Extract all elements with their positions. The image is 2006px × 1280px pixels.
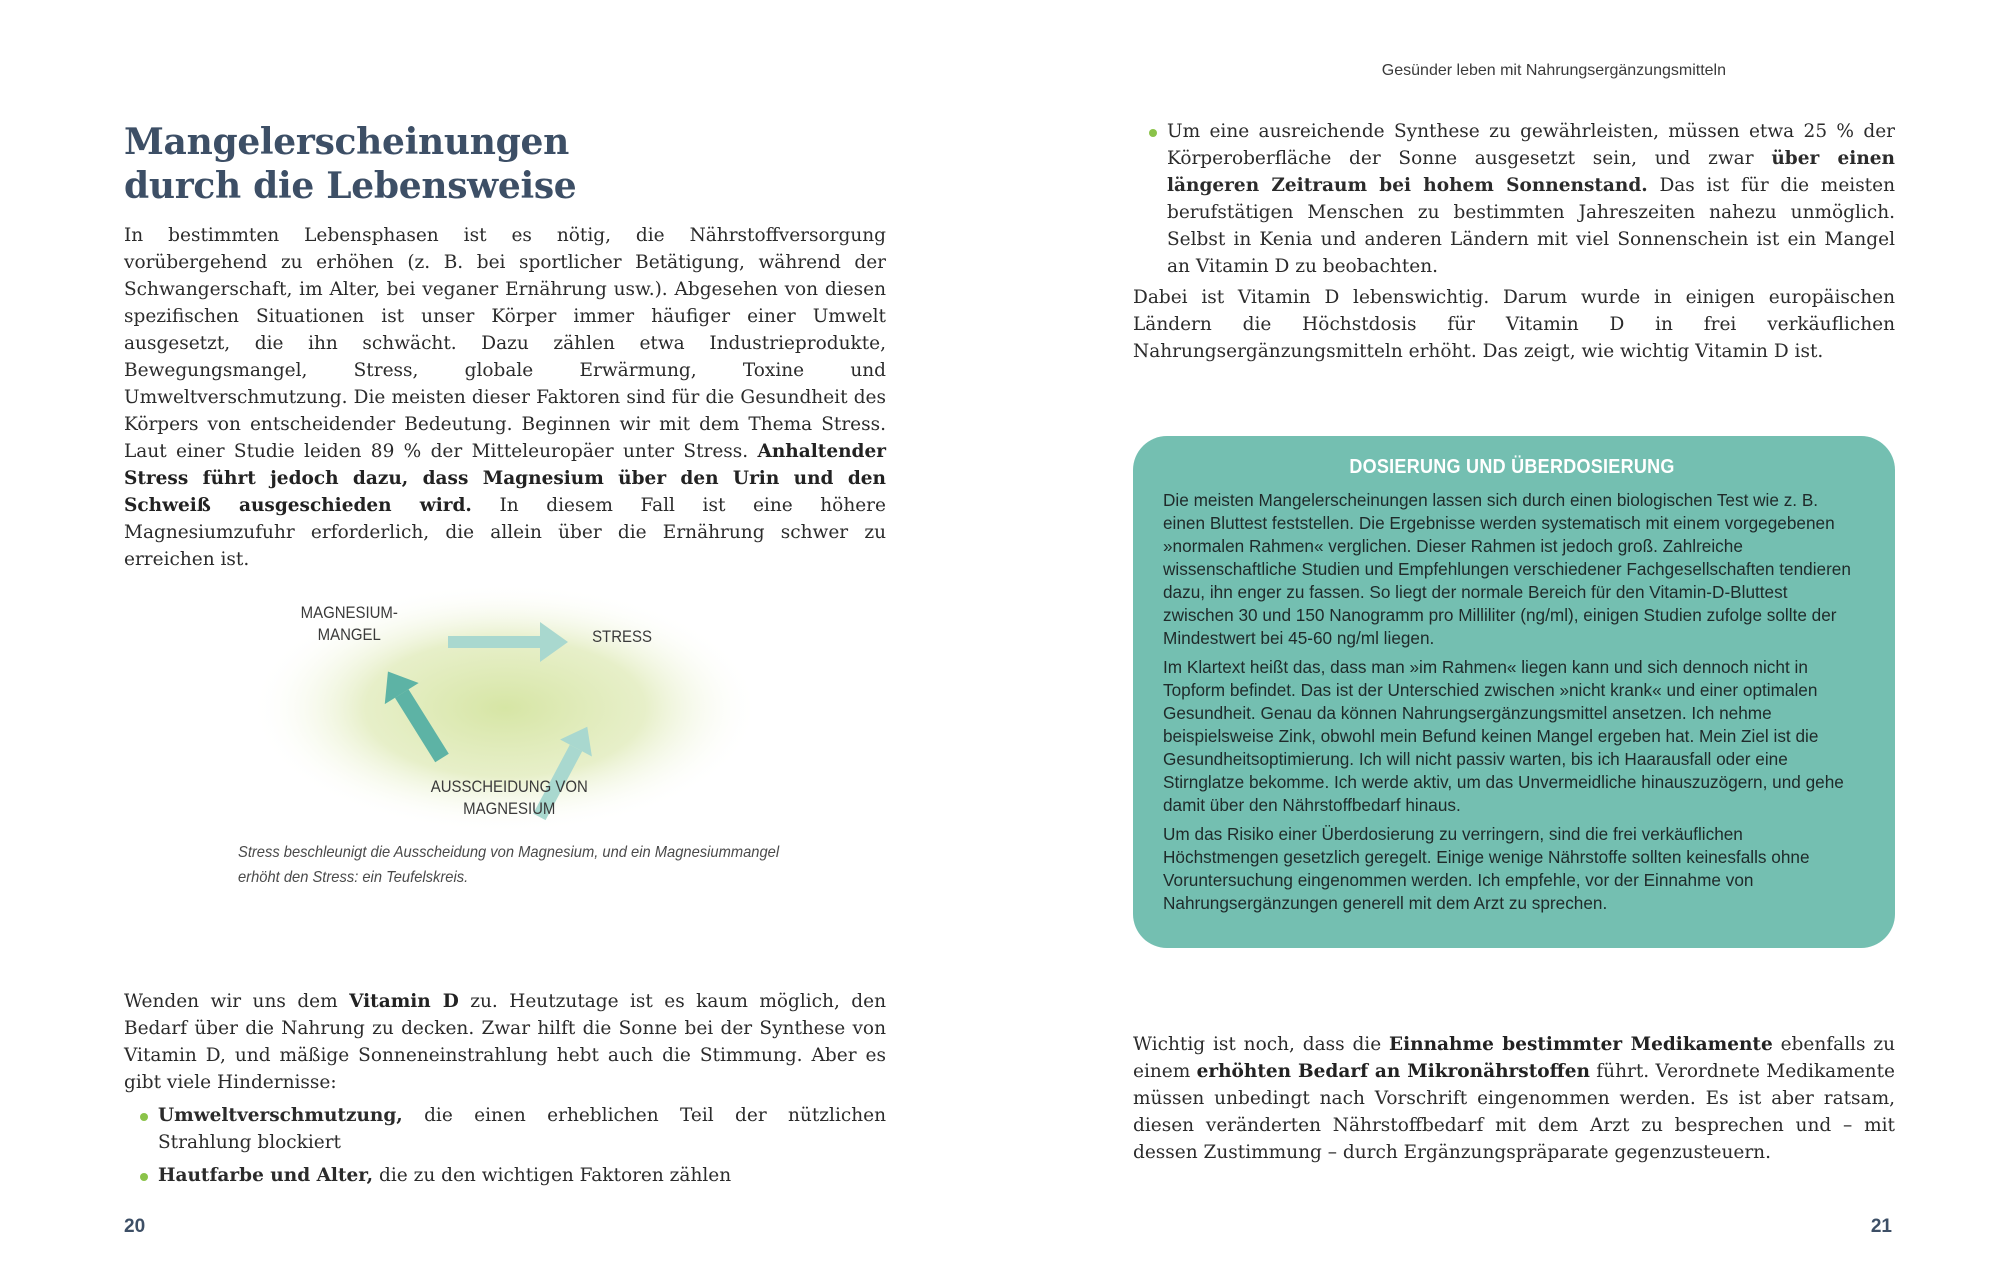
obstacles-list xyxy=(124,1102,886,1189)
vitamin-d-importance-paragraph: Dabei ist Vitamin D lebenswichtig. Darum wurde in einigen europäischen Ländern die Höchstdosis für Vitamin D in frei verkäuflichen Nahrungsergänzungsmitteln erhöht. Das zeigt, wie wichtig Vitamin D ist. xyxy=(1133,287,1895,362)
info-box-paragraph: Um das Risiko einer Überdosierung zu verringern, sind die frei verkäuflichen Höchstmengen gesetzlich geregelt. Einige wenige Nährstoffe sollten keinesfalls ohne Voruntersuchung eingenommen werden. Ich empfehle, vor der Einnahme von Nahrungsergänzungen generell mit dem Arzt zu sprechen. xyxy=(1163,824,1810,913)
medication-paragraph xyxy=(1133,1031,1895,1166)
bullet-text: die zu den wichtigen Faktoren zählen xyxy=(373,1165,732,1186)
diagram-caption: Stress beschleunigt die Ausscheidung von Magnesium, und ein Magnesiummangel erhöht den Stress: ein Teufelskreis. xyxy=(238,844,780,886)
label-stress: STRESS xyxy=(592,627,652,646)
bullet-text-start: Um eine ausreichende Synthese zu gewährleisten, müssen etwa 25 % der Körperoberfläche der Sonne ausgesetzt sein, und zwar xyxy=(1167,121,1895,169)
vitamin-d-intro xyxy=(124,988,886,1096)
intro-text: In bestimmten Lebensphasen ist es nötig, die Nährstoffversorgung vorübergehend zu erhöhen (z. B. bei sportlicher Betätigung, während der Schwangerschaft, im Alter, bei veganer Ernährung usw.). Abgesehen von diesen spezifischen Situationen ist unser Körper immer häufiger einer Umwelt ausgesetzt, die ihn schwächt. Dazu zählen etwa Industrieprodukte, Bewegungsmangel, Stress, globale Erwärmung, Toxine und Umweltverschmutzung. Die meisten dieser Faktoren sind für die Gesundheit des Körpers von entscheidender Bedeutung. Beginnen wir mit dem Thema Stress. Laut einer Studie leiden 89 % der Mitteleuropäer unter Stress. xyxy=(124,225,886,462)
synthesis-list xyxy=(1133,118,1895,280)
final-bold-2: erhöhten Bedarf an Mikronährstoffen xyxy=(1196,1061,1590,1082)
final-mid: ebenfalls zu einem xyxy=(1133,1034,1895,1082)
dosage-info-box xyxy=(1133,436,1895,948)
bullet-bold: Hautfarbe und Alter, xyxy=(158,1165,374,1186)
list-item xyxy=(124,1102,886,1156)
label-magnesium-deficiency xyxy=(301,602,398,646)
page-number-left: 20 xyxy=(124,1216,146,1237)
info-box-paragraph: Im Klartext heißt das, dass man »im Rahmen« liegen kann und sich dennoch nicht in Topform befindet. Das ist der Unterschied zwischen »nicht krank« und einer optimalen Gesundheit. Genau da können Nahrungsergänzungsmittel ansetzen. Ich nehme beispielsweise Zink, obwohl mein Befund keinen Mangel ergeben hat. Mein Ziel ist die Gesundheitsoptimierung. Ich will nicht passiv warten, bis ich Haarausfall oder eine Stirnglatze bekomme. Ich werde aktiv, um das Unvermeidliche hinauszuzögern, und gehe damit über den Nährstoffbedarf hinaus. xyxy=(1163,657,1844,815)
label-excretion-line1: AUSSCHEIDUNG VON xyxy=(430,777,588,796)
intro-paragraph xyxy=(124,222,886,573)
vitamin-d-section xyxy=(124,988,886,1195)
label-magnesium-line2: MANGEL xyxy=(317,625,381,644)
final-end: führt. Verordnete Medikamente müssen unbedingt nach Vorschrift eingenommen werden. Es ist aber ratsam, diesen veränderten Nährstoffbedarf mit dem Arzt zu besprechen und – mit dessen Zustimmung – durch Ergänzungspräparate gegenzusteuern. xyxy=(1133,1061,1895,1163)
page-number-right: 21 xyxy=(1870,1216,1892,1237)
final-start: Wichtig ist noch, dass die xyxy=(1133,1034,1390,1055)
intro-bold-text: Anhaltender Stress führt jedoch dazu, dass Magnesium über den Urin und den Schweiß ausgeschieden wird. xyxy=(124,441,886,516)
bullet-text: die einen erheblichen Teil der nützlichen Strahlung blockiert xyxy=(158,1105,886,1153)
chapter-title-line2: durch die Lebensweise xyxy=(124,165,577,207)
final-bold-1: Einnahme bestimmter Medikamente xyxy=(1389,1034,1773,1055)
list-item xyxy=(124,1162,886,1189)
info-box-paragraph: Die meisten Mangelerscheinungen lassen sich durch einen biologischen Test wie z. B. einen Bluttest feststellen. Die Ergebnisse werden systematisch mit einem vorgegebenen »normalen Rahmen« verglichen. Dieser Rahmen ist jedoch groß. Zahlreiche wissenschaftliche Studien und Empfehlungen verschiedener Fachgesellschaften tendieren dazu, ihn enger zu fassen. So liegt der normale Bereich für den Vitamin-D-Bluttest zwischen 30 und 150 Nanogramm pro Milliliter (ng/ml), einigen Studien zufolge sollte der Mindestwert bei 45-60 ng/ml liegen. xyxy=(1163,490,1851,648)
vitamin-intro-start: Wenden wir uns dem xyxy=(124,991,350,1012)
bullet-dot-icon xyxy=(140,1173,148,1181)
vitamin-intro-bold: Vitamin D xyxy=(349,991,459,1012)
sun-synthesis-section xyxy=(1133,118,1895,365)
list-item xyxy=(1133,118,1895,280)
info-box-title: DOSIERUNG UND ÜBERDOSIERUNG xyxy=(1349,456,1675,478)
vicious-circle-diagram xyxy=(240,580,760,840)
bullet-bold: über einen längeren Zeitraum bei hohem Sonnenstand. xyxy=(1167,148,1895,196)
bullet-dot-icon xyxy=(1149,129,1157,137)
label-magnesium-line1: MAGNESIUM- xyxy=(300,603,398,622)
chapter-title xyxy=(124,120,924,208)
vitamin-intro-end: zu. Heutzutage ist es kaum möglich, den Bedarf über die Nahrung zu decken. Zwar hilft die Sonne bei der Synthese von Vitamin D, und mäßige Sonneneinstrahlung hebt auch die Stimmung. Aber es gibt viele Hindernisse: xyxy=(124,991,886,1093)
running-header: Gesünder leben mit Nahrungsergänzungsmitteln xyxy=(1381,62,1726,79)
intro-end-text: In diesem Fall ist eine höhere Magnesiumzufuhr erforderlich, die allein über die Ernährung schwer zu erreichen ist. xyxy=(124,495,886,570)
bullet-bold: Umweltverschmutzung, xyxy=(158,1105,403,1126)
bullet-text-end: Das ist für die meisten berufstätigen Menschen zu bestimmten Jahreszeiten nahezu unmöglich. Selbst in Kenia und anderen Ländern mit viel Sonnenschein ist ein Mangel an Vitamin D zu beobachten. xyxy=(1167,175,1895,277)
label-excretion-line2: MAGNESIUM xyxy=(463,799,556,818)
label-magnesium-excretion xyxy=(431,776,588,820)
bullet-dot-icon xyxy=(140,1113,148,1121)
chapter-title-line1: Mangelerscheinungen xyxy=(124,121,569,163)
right-page xyxy=(1003,0,2006,1280)
